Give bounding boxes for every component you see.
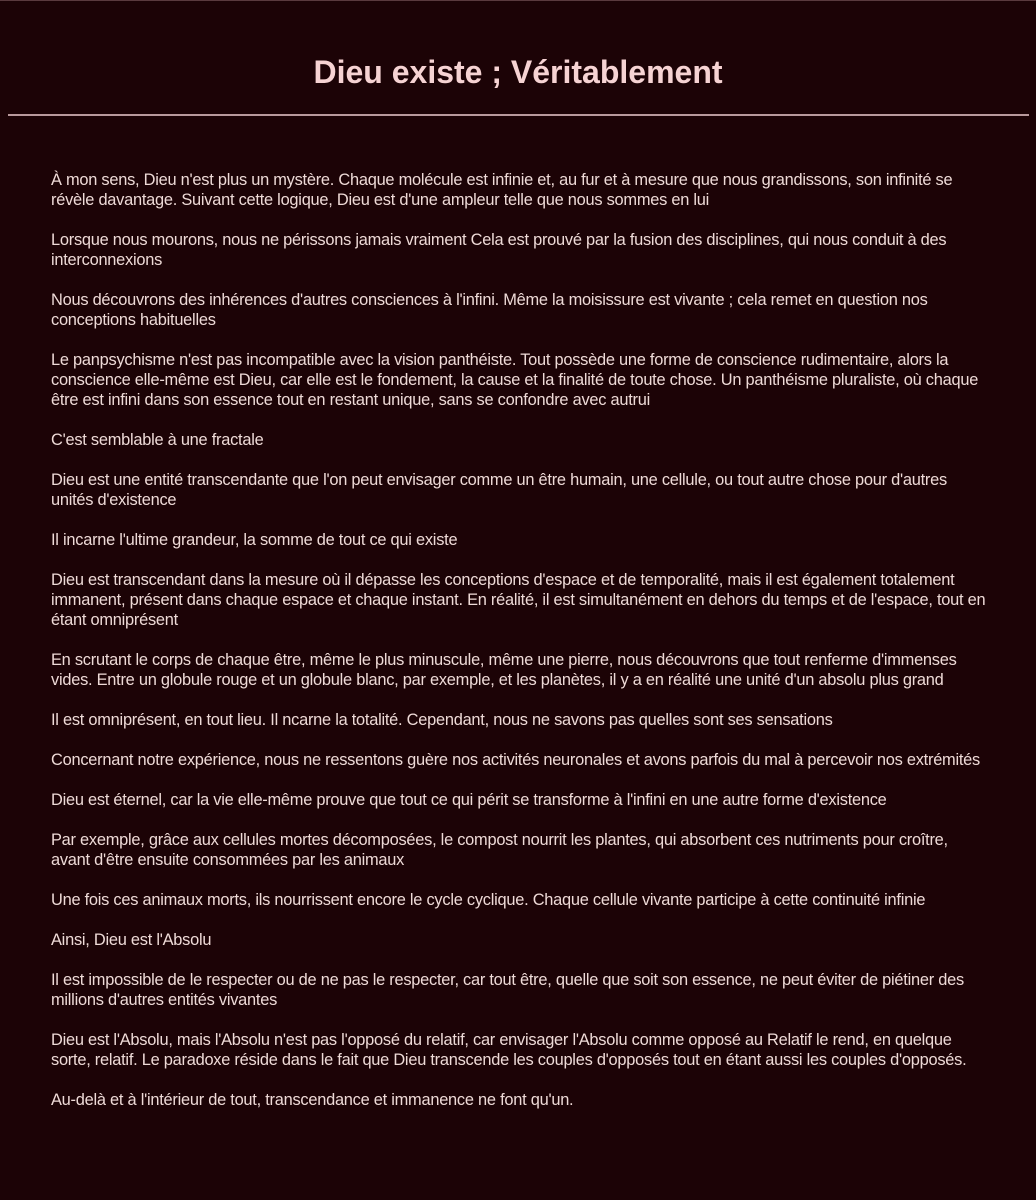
paragraph: Concernant notre expérience, nous ne ressentons guère nos activités neuronales et avons parfois du mal à percevoir nos extrémités [51,751,980,769]
paragraph: Dieu est l'Absolu, mais l'Absolu n'est pas l'opposé du relatif, car envisager l'Absolu comme opposé au Relatif le rend, en quelque sorte, relatif. Le paradoxe réside dans le fait que Dieu transcende les couples d'opposés tout en étant aussi les couples d'opposés. [51,1031,967,1069]
paragraph: Une fois ces animaux morts, ils nourrissent encore le cycle cyclique. Chaque cellule vivante participe à cette continuité infinie [51,891,926,909]
paragraph: Le panpsychisme n'est pas incompatible avec la vision panthéiste. Tout possède une forme de conscience rudimentaire, alors la conscience elle-même est Dieu, car elle est le fondement, la cause et la finalité de toute chose. Un panthéisme pluraliste, où chaque être est infini dans son essence tout en restant unique, sans se confondre avec autrui [51,351,979,409]
paragraph: Dieu est une entité transcendante que l'on peut envisager comme un être humain, une cellule, ou tout autre chose pour d'autres unités d'existence [51,471,947,509]
paragraph: En scrutant le corps de chaque être, même le plus minuscule, même une pierre, nous découvrons que tout renferme d'immenses vides. Entre un globule rouge et un globule blanc, par exemple, et les planètes, il y a en réalité une unité d'un absolu plus grand [51,651,957,689]
paragraph: Par exemple, grâce aux cellules mortes décomposées, le compost nourrit les plantes, qui absorbent ces nutriments pour croître, avant d'être ensuite consommées par les animaux [51,831,948,869]
page-header [0,0,1036,117]
paragraph: Il est impossible de le respecter ou de ne pas le respecter, car tout être, quelle que soit son essence, ne peut éviter de piétiner des millions d'autres entités vivantes [51,971,964,1009]
paragraph: À mon sens, Dieu n'est plus un mystère. Chaque molécule est infinie et, au fur et à mesure que nous grandissons, son infinité se révèle davantage. Suivant cette logique, Dieu est d'une ampleur telle que nous sommes en lui [51,171,953,209]
paragraph: Il incarne l'ultime grandeur, la somme de tout ce qui existe [51,531,458,549]
paragraph: Ainsi, Dieu est l'Absolu [51,931,212,949]
paragraph: Nous découvrons des inhérences d'autres consciences à l'infini. Même la moisissure est vivante ; cela remet en question nos conceptions habituelles [51,291,928,329]
article-body [51,170,986,1130]
paragraph: Il est omniprésent, en tout lieu. Il ncarne la totalité. Cependant, nous ne savons pas quelles sont ses sensations [51,711,833,729]
paragraph: Lorsque nous mourons, nous ne périssons jamais vraiment Cela est prouvé par la fusion des disciplines, qui nous conduit à des interconnexions [51,231,947,269]
paragraph: Dieu est transcendant dans la mesure où il dépasse les conceptions d'espace et de temporalité, mais il est également totalement immanent, présent dans chaque espace et chaque instant. En réalité, il est simultanément en dehors du temps et de l'espace, tout en étant omniprésent [51,571,986,629]
page-title: Dieu existe ; Véritablement [313,54,723,90]
paragraph: C'est semblable à une fractale [51,431,264,449]
paragraph: Dieu est éternel, car la vie elle-même prouve que tout ce qui périt se transforme à l'infini en une autre forme d'existence [51,791,887,809]
header-divider [8,114,1029,116]
paragraph: Au-delà et à l'intérieur de tout, transcendance et immanence ne font qu'un. [51,1091,574,1109]
